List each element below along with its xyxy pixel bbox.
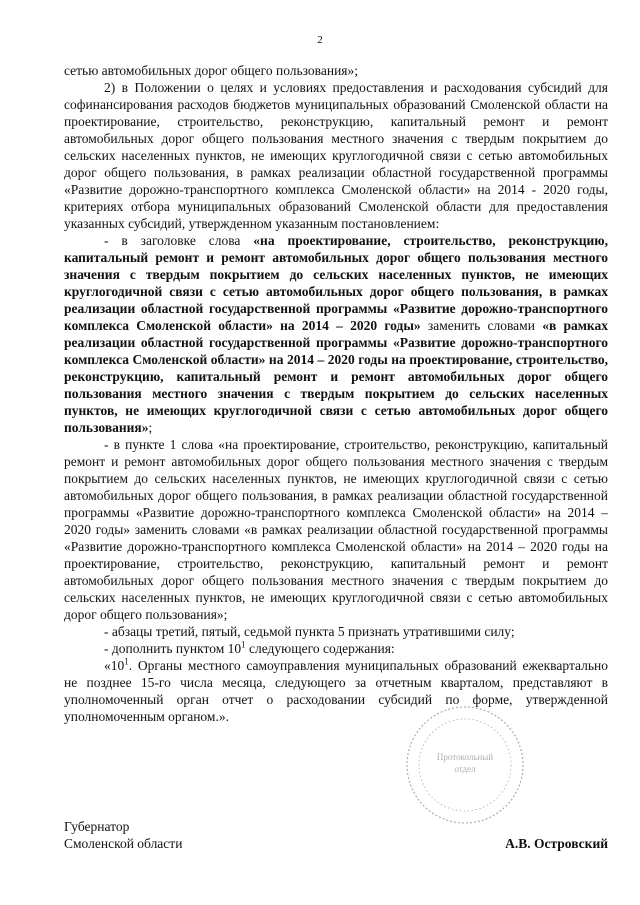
text-fragment: ;: [148, 420, 153, 435]
document-body: [64, 62, 608, 725]
signer-position: [64, 818, 182, 852]
signer-position-line1: Губернатор: [64, 819, 130, 834]
page-number: 2: [317, 34, 323, 46]
paragraph-add-point: [64, 640, 608, 657]
stamp-text-line2: отдел: [454, 764, 476, 774]
text-fragment: «10: [104, 658, 125, 673]
text-fragment: - дополнить пунктом 10: [104, 641, 242, 656]
signature-block: [64, 818, 608, 863]
text-fragment: . Органы местного самоуправления муниципальных образований ежеквартально не позднее 15-го числа месяца, следующего за отчетным кварталом, представляют в уполномоченный орган отчет о расходовании субсидий по форме, утвержденной уполномоченным органом.».: [64, 658, 608, 724]
bold-old-words: «на проектирование, строительство, реконструкцию, капитальный ремонт и ремонт автомобильных дорог общего пользования местного значения с твердым покрытием до сельских населенных пунктов, не имеющих круглогодичной связи с сетью автомобильных дорог общего пользования, в рамках реализации областной государственной программы «Развитие дорожно-транспортного комплекса Смоленской области» на 2014 – 2020 годы»: [64, 233, 608, 333]
superscript: 1: [124, 656, 129, 667]
paragraph-item-2: 2) в Положении о целях и условиях предоставления и расходования субсидий для софинансирования расходов бюджетов муниципальных образований Смоленской области на проектирование, строительство, реконструкцию, капитальный ремонт и ремонт автомобильных дорог общего пользования местного значения с твердым покрытием до сельских населенных пунктов, не имеющих круглогодичной связи с сетью автомобильных дорог общего пользования, в рамках реализации областной государственной программы «Развитие дорожно-транспортного комплекса Смоленской области» на 2014 - 2020 годы, критериях отбора муниципальных образований Смоленской области для предоставления указанных субсидий, утвержденном указанным постановлением:: [64, 80, 608, 231]
stamp-seal: [400, 700, 530, 830]
text-fragment: - в заголовке слова: [104, 233, 254, 248]
bold-new-words: «в рамках реализации областной государственной программы «Развитие дорожно-транспортного комплекса Смоленской области» на 2014 – 2020 годы на проектирование, строительство, реконструкцию, капитальный ремонт и ремонт автомобильных дорог общего пользования местного значения с твердым покрытием до сельских населенных пунктов, не имеющих круглогодичной связи с сетью автомобильных дорог общего пользования»: [64, 318, 608, 435]
signer-name: А.В. Островский: [505, 836, 608, 851]
text-fragment: следующего содержания:: [245, 641, 395, 656]
paragraph-continuation: сетью автомобильных дорог общего пользования»;: [64, 63, 359, 78]
superscript: 1: [241, 639, 246, 650]
paragraph-point-5-amendment: - абзацы третий, пятый, седьмой пункта 5 признать утратившими силу;: [104, 624, 515, 639]
paragraph-point-1-amendment: - в пункте 1 слова «на проектирование, строительство, реконструкцию, капитальный ремонт и ремонт автомобильных дорог общего пользования местного значения с твердым покрытием до сельских населенных пунктов, не имеющих круглогодичной связи с сетью автомобильных дорог общего пользования, в рамках реализации областной государственной программы «Развитие дорожно-транспортного комплекса Смоленской области» на 2014 – 2020 годы» заменить словами «в рамках реализации областной государственной программы «Развитие дорожно-транспортного комплекса Смоленской области» на 2014 – 2020 годы на проектирование, строительство, реконструкцию, капитальный ремонт и ремонт автомобильных дорог общего пользования местного значения с твердым покрытием до сельских населенных пунктов, не имеющих круглогодичной связи с сетью автомобильных дорог общего пользования»;: [64, 437, 608, 622]
stamp-text-line1: Протокольный: [436, 752, 494, 762]
paragraph-heading-amendment: [64, 232, 608, 436]
text-fragment: заменить словами: [420, 318, 543, 333]
signer-position-line2: Смоленской области: [64, 836, 183, 851]
